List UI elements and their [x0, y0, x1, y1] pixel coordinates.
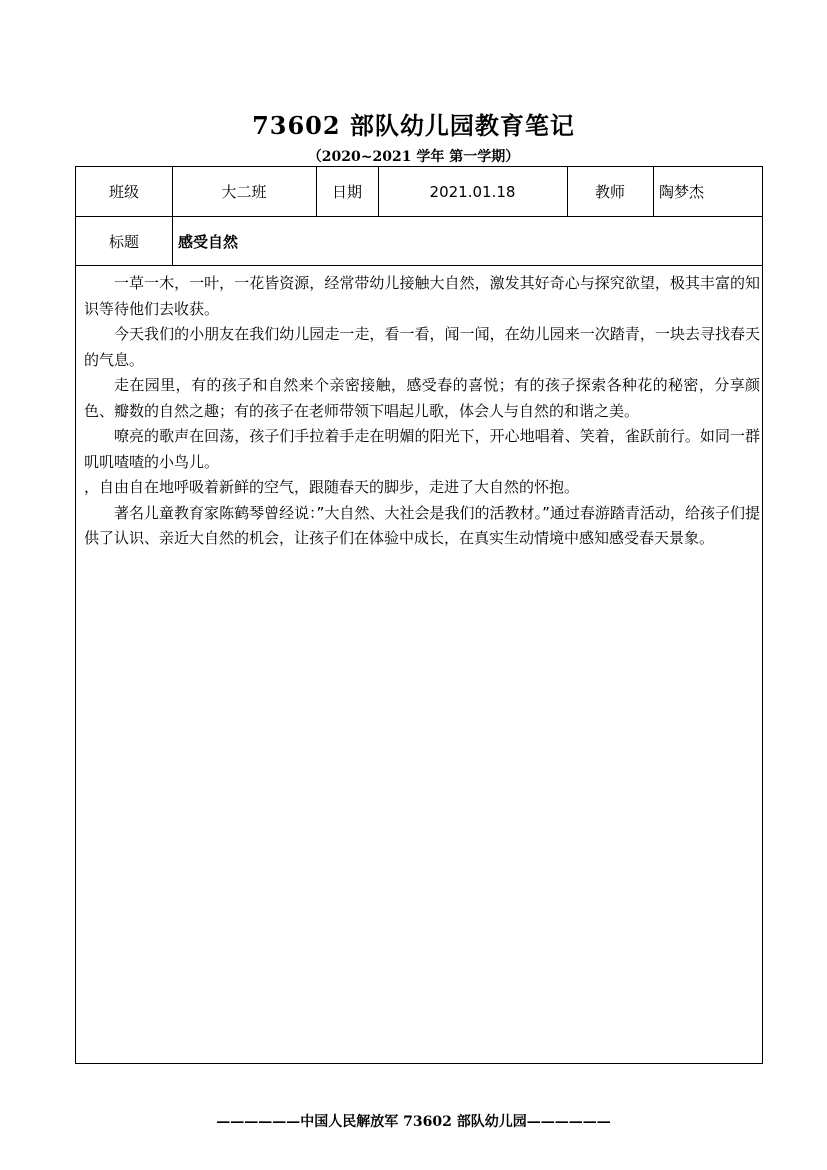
body-paragraph: 嘹亮的歌声在回荡，孩子们手拉着手走在明媚的阳光下，开心地唱着、笑着，雀跃前行。如同一群叽叽喳喳的小鸟儿。	[84, 427, 760, 471]
notes-form	[75, 166, 763, 1064]
document-subtitle: （2020~2021 学年 第一学期）	[307, 149, 520, 165]
body-paragraph: 今天我们的小朋友在我们幼儿园走一走，看一看，闻一闻，在幼儿园来一次踏青，一块去寻找春天的气息。	[84, 325, 760, 369]
notes-body	[84, 271, 760, 552]
teacher-value: 陶梦杰	[659, 183, 705, 201]
topic-label: 标题	[108, 232, 139, 251]
body-paragraph: ，自由自在地呼吸着新鲜的空气，跟随春天的脚步，走进了大自然的怀抱。	[84, 478, 580, 496]
body-paragraph: 一草一木，一叶，一花皆资源，经常带幼儿接触大自然，激发其好奇心与探究欲望，极其丰富的知识等待他们去收获。	[84, 274, 760, 318]
topic-value: 感受自然	[178, 232, 239, 251]
body-paragraph: 走在园里，有的孩子和自然来个亲密接触，感受春的喜悦；有的孩子探索各种花的秘密，分享颜色、瓣数的自然之趣；有的孩子在老师带领下唱起儿歌，体会人与自然的和谐之美。	[84, 376, 760, 420]
info-row	[76, 167, 762, 217]
body-paragraph: 著名儿童教育家陈鹤琴曾经说：”大自然、大社会是我们的活教材。”通过春游踏青活动，给孩子们提供了认识、亲近大自然的机会，让孩子们在体验中成长，在真实生动情境中感知感受春天景象。	[84, 503, 760, 547]
class-value: 大二班	[221, 183, 267, 201]
date-label: 日期	[331, 183, 362, 201]
document-title: 73602 部队幼儿园教育笔记	[252, 111, 575, 140]
class-label: 班级	[108, 183, 139, 201]
date-value: 2021.01.18	[429, 182, 516, 201]
page-footer: ——————中国人民解放军 73602 部队幼儿园——————	[216, 1114, 611, 1130]
title-row	[76, 217, 762, 266]
teacher-label: 教师	[594, 183, 625, 201]
